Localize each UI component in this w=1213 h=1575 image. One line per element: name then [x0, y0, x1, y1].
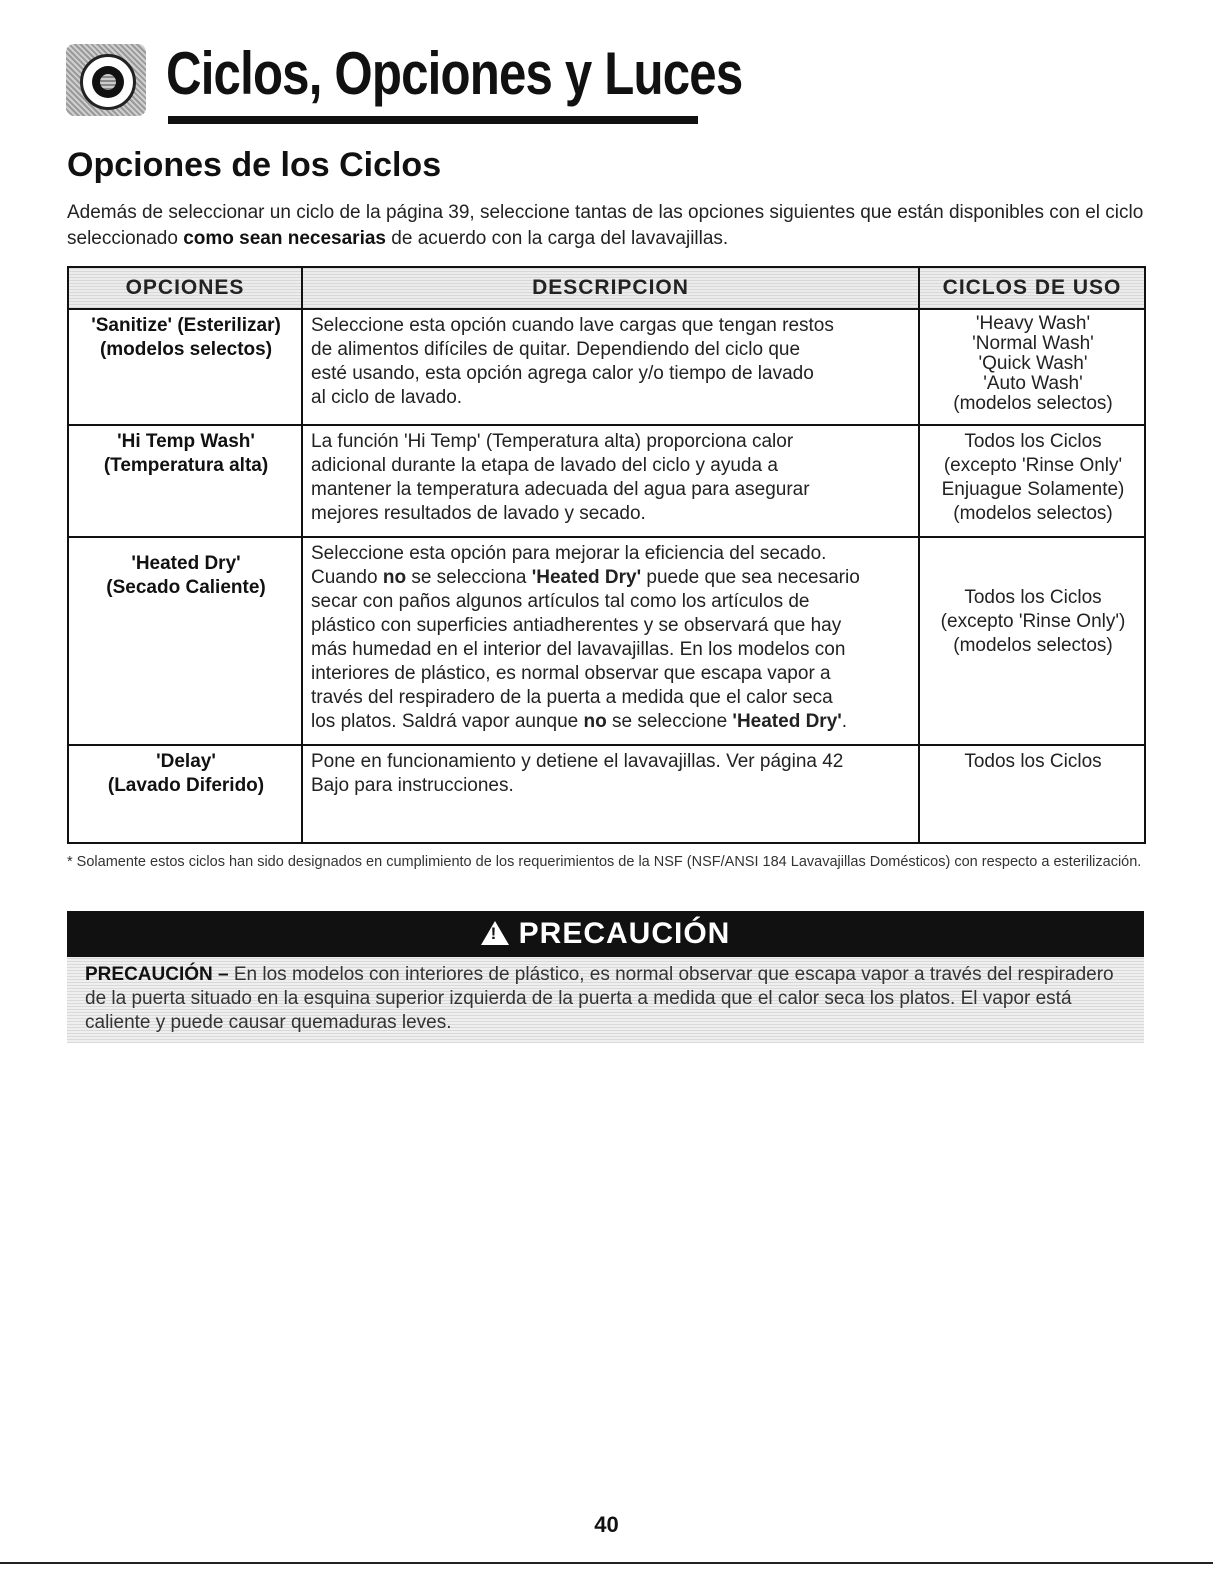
section-title: Opciones de los Ciclos: [67, 146, 442, 184]
intro-emphasis: como sean necesarias: [183, 228, 386, 249]
page-number: 40: [594, 1512, 619, 1537]
table-row-sanitize: [68, 309, 1145, 425]
options-table: [67, 266, 1146, 844]
option-name: 'Delay' (Lavado Diferido): [68, 745, 302, 843]
table-row-hi-temp-wash: [68, 425, 1145, 537]
option-description: La función 'Hi Temp' (Temperatura alta) proporciona calor adicional durante la etapa de lavado del ciclo y ayuda a mantener la temperatura adecuada del agua para asegurar mejores resultados de lavado y secado.: [302, 425, 919, 537]
header-descripcion: DESCRIPCION: [302, 267, 919, 309]
caution-box: [67, 911, 1144, 1043]
bottom-rule: [0, 1562, 1213, 1564]
option-description: Pone en funcionamiento y detiene el lavavajillas. Ver página 42 Bajo para instrucciones.: [302, 745, 919, 843]
title-underline: [168, 116, 698, 124]
option-cycles: Todos los Ciclos (excepto 'Rinse Only') (modelos selectos): [919, 537, 1145, 745]
option-cycles: 'Heavy Wash' 'Normal Wash' 'Quick Wash' 'Auto Wash' (modelos selectos): [919, 309, 1145, 425]
option-description: Seleccione esta opción para mejorar la eficiencia del secado. Cuando no se selecciona 'Heated Dry' puede que sea necesario secar con paños algunos artículos tal como los artículos de plástico con superficies antiadherentes y se observará que hay más humedad en el interior del lavavajillas. En los modelos con interiores de plástico, es normal observar que escapa vapor a través del respiradero de la puerta a medida que el calor seca los platos. Saldrá vapor aunque no se seleccione 'Heated Dry'.: [302, 537, 919, 745]
caution-header: [67, 911, 1144, 957]
table-row-heated-dry: [68, 537, 1145, 745]
option-name: 'Hi Temp Wash' (Temperatura alta): [68, 425, 302, 537]
option-description: Seleccione esta opción cuando lave cargas que tengan restos de alimentos difíciles de quitar. Dependiendo del ciclo que esté usando, esta opción agrega calor y/o tiempo de lavado al ciclo de lavado.: [302, 309, 919, 425]
page-header: [66, 36, 743, 126]
option-name: 'Sanitize' (Esterilizar) (modelos selectos): [68, 309, 302, 425]
header-opciones: OPCIONES: [68, 267, 302, 309]
intro-paragraph: Además de seleccionar un ciclo de la página 39, seleccione tantas de las opciones siguientes que están disponibles con el ciclo seleccionado como sean necesarias de acuerdo con la carga del lavavajillas.: [67, 202, 1144, 249]
caution-text: PRECAUCIÓN – En los modelos con interiores de plástico, es normal observar que escapa vapor a través del respiradero de la puerta situado en la esquina superior izquierda de la puerta a medida que el calor seca los platos. El vapor está caliente y puede causar quemaduras leves.: [67, 957, 1144, 1043]
table-header-row: [68, 267, 1145, 309]
table-row-delay: [68, 745, 1145, 843]
warning-triangle-icon: [481, 921, 509, 945]
dishwasher-control-knob-icon: [66, 44, 146, 116]
caution-title: PRECAUCIÓN: [518, 917, 731, 950]
header-ciclos-de-uso: CICLOS DE USO: [919, 267, 1145, 309]
caution-lead: PRECAUCIÓN –: [85, 964, 229, 985]
page-title: Ciclos, Opciones y Luces: [166, 40, 743, 107]
option-cycles: Todos los Ciclos (excepto 'Rinse Only' Enjuague Solamente) (modelos selectos): [919, 425, 1145, 537]
option-cycles: Todos los Ciclos: [919, 745, 1145, 843]
footnote: * Solamente estos ciclos han sido designados en cumplimiento de los requerimientos de la NSF (NSF/ANSI 184 Lavavajillas Domésticos) con respecto a esterilización.: [67, 854, 1142, 870]
option-name: 'Heated Dry' (Secado Caliente): [68, 537, 302, 745]
